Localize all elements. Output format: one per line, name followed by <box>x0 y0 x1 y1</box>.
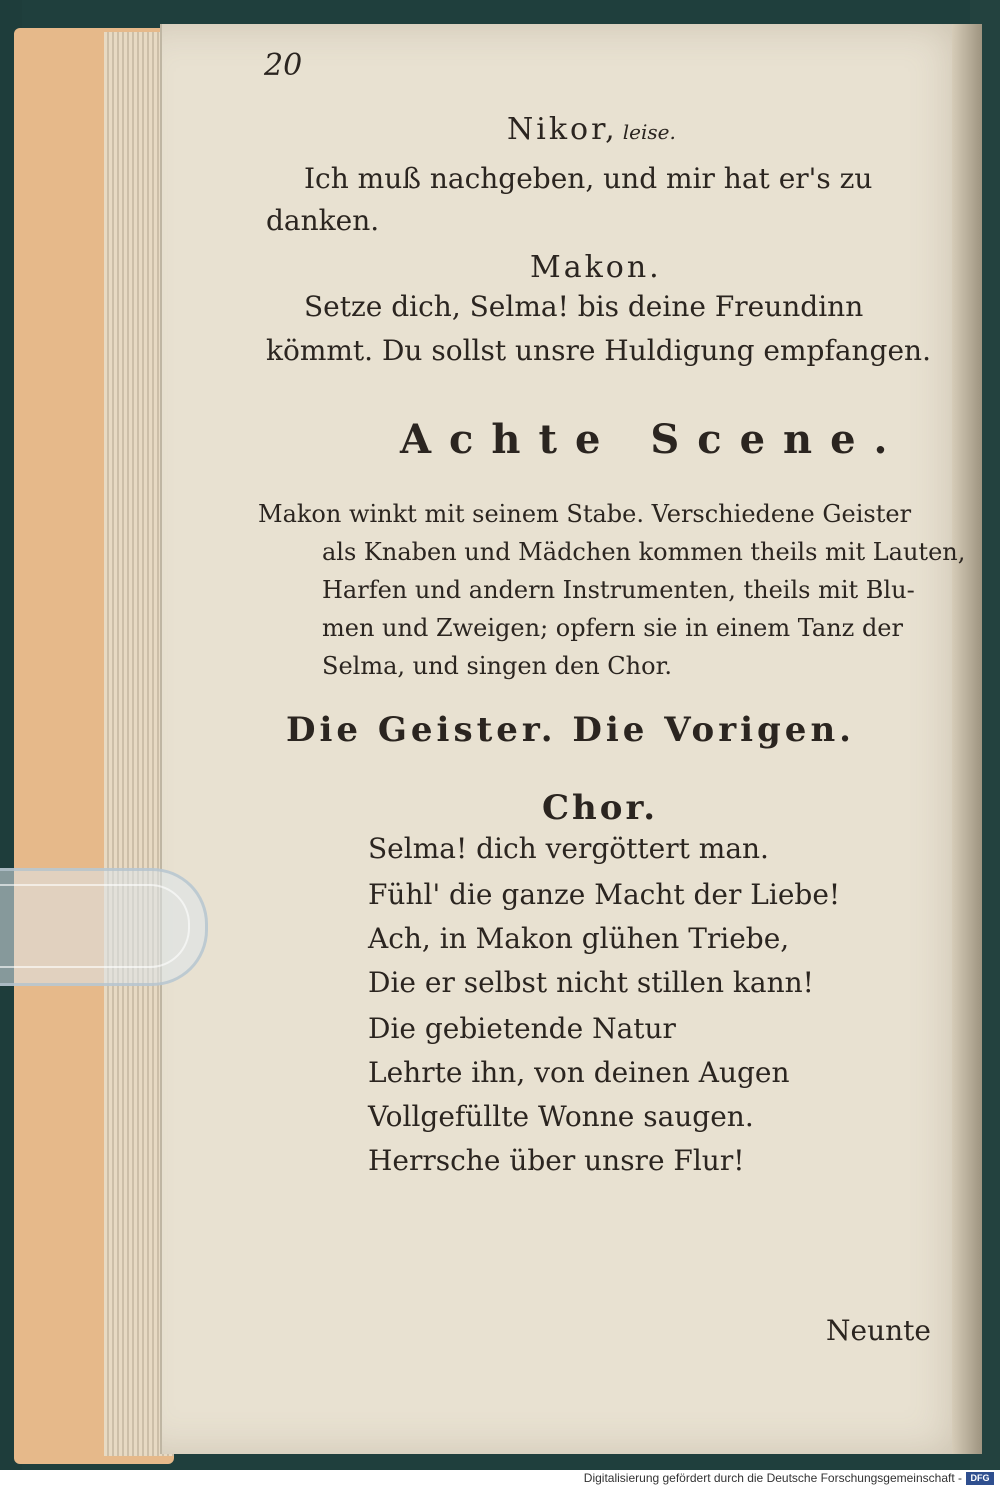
text-line: Ich muß nachgeben, und mir hat er's zu <box>304 162 873 195</box>
speaker-name: Nikor, <box>507 112 618 147</box>
speaker-direction: leise. <box>622 120 676 144</box>
chorus-line: Ach, in Makon glühen Triebe, <box>368 922 790 955</box>
stage-direction-line: Harfen und andern Instrumenten, theils mit Blu- <box>322 576 915 604</box>
text-line: kömmt. Du sollst unsre Huldigung empfangen. <box>266 334 931 367</box>
stage-direction-line: als Knaben und Mädchen kommen theils mit Lauten, <box>322 538 966 566</box>
text-line: danken. <box>266 204 380 237</box>
chorus-line: Die er selbst nicht stillen kann! <box>368 966 814 999</box>
catchword: Neunte <box>826 1314 931 1347</box>
speaker-nikor <box>507 112 676 147</box>
chorus-line: Herrsche über unsre Flur! <box>368 1144 745 1177</box>
speaker-makon: Makon. <box>530 250 662 285</box>
page-number: 20 <box>264 48 303 83</box>
chorus-line: Die gebietende Natur <box>368 1012 676 1045</box>
chorus-line: Fühl' die ganze Macht der Liebe! <box>368 878 841 911</box>
chorus-line: Selma! dich vergöttert man. <box>368 832 769 865</box>
chorus-line: Lehrte ihn, von deinen Augen <box>368 1056 790 1089</box>
page-gutter <box>952 24 982 1454</box>
stage-direction-line: Makon winkt mit seinem Stabe. Verschiedene Geister <box>258 500 912 528</box>
dramatis-personae: Die Geister. Die Vorigen. <box>286 710 855 750</box>
chorus-line: Vollgefüllte Wonne saugen. <box>368 1100 754 1133</box>
chorus-heading: Chor. <box>542 788 659 828</box>
footer-credit: Digitalisierung gefördert durch die Deutsche Forschungsgemeinschaft - <box>583 1471 962 1485</box>
stage-direction-line: men und Zweigen; opfern sie in einem Tanz der <box>322 614 903 642</box>
book-page <box>160 24 982 1454</box>
dfg-logo: DFG <box>966 1472 994 1485</box>
page-clip-highlight <box>0 884 190 968</box>
text-line: Setze dich, Selma! bis deine Freundinn <box>304 290 864 323</box>
stage-direction-line: Selma, und singen den Chor. <box>322 652 673 680</box>
scene-title: Achte Scene. <box>400 416 906 463</box>
